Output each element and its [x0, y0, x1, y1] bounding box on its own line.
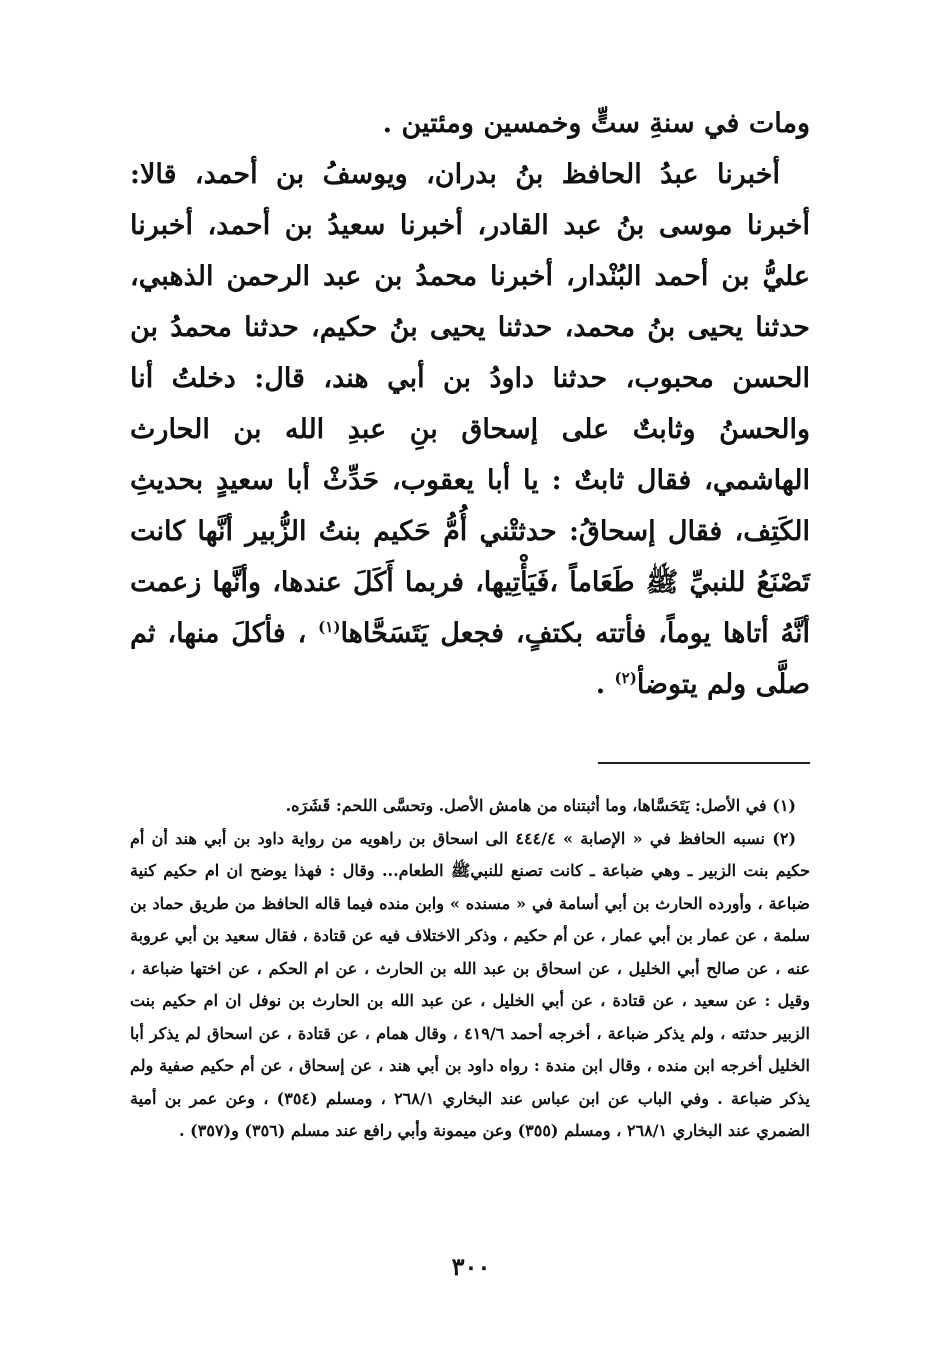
paragraph-2-body: أخبرنا عبدُ الحافظ بنُ بدران، ويوسفُ بن أحمد، قالا: أخبرنا موسى بنُ عبد القادر، أخبرنا سعيدُ بن أحمد، أخبرنا عليُّ بن أحمد البُنْدار، أخبرنا محمدُ بن عبد الرحمن الذهبي، حدثنا يحيى بنُ محمد، حدثنا يحيى بنُ حكيم، حدثنا محمدُ بن الحسن محبوب، حدثنا داودُ بن أبي هند، قال: دخلتُ أنا والحسنُ وثابتٌ على إسحاق بنِ عبدِ الله بن الحارث الهاشمي، فقال ثابتٌ : يا أبا يعقوب، حَدِّثْ أبا سعيدٍ بحديثِ الكَتِف، فقال إسحاقُ: حدثتْني أُمُّ حَكيم بنتُ الزُّبير أنَّها كانت تَصْنَعُ للنبيِّ ﷺ طَعَاماً ،فَيَأْتِيها، فربما أَكَلَ عندها، وأنَّها زعمت أنَّهُ أتاها يوماً، فأتته بكتفٍ، فجعل يَتَسَحَّاها — [130, 159, 810, 649]
page-number: ٣٠٠ — [451, 1252, 491, 1281]
footnote-2: (٢) نسبه الحافظ في « الإصابة » ٤٤٤/٤ الى اسحاق بن راهويه من رواية داود بن أبي هند أن أم حكيم بنت الزبير ـ وهي ضباعة ـ كانت تصنع للنبيﷺ الطعام... وقال : فهذا يوضح ان ام حكيم كنية ضباعة ، وأورده الحارث بن أبي أسامة في « مسنده » وابن منده فيما قاله الحافظ من طريق حماد بن سلمة ، عن عمار بن أبي عمار ، عن أم حكيم ، وذكر الاختلاف فيه عن قتادة ، فقال سعيد بن أبي عروبة عنه ، عن صالح أبي الخليل ، عن اسحاق بن عبد الله بن الحارث ، عن ام الحكم ، عن اختها ضباعة ، وقيل : عن سعيد ، عن قتادة ، عن أبي الخليل ، عن عبد الله بن الحارث بن نوفل ان ام حكيم بنت الزبير حدثته ، ولم يذكر ضباعة ، أخرجه أحمد ٤١٩/٦ ، وقال همام ، عن قتادة ، عن اسحاق لم يذكر أبا الخليل أخرجه ابن منده ، وقال ابن مندة : رواه داود بن أبي هند ، عن إسحاق ، عن أم حكيم صفية ولم يذكر ضباعة . وفي الباب عن ابن عباس عند البخاري ٢٦٨/١ ، ومسلم (٣٥٤) ، وعن عمر بن أمية الضمري عند البخاري ٢٦٨/١ ، ومسلم (٣٥٥) وعن ميمونة وأبي رافع عند مسلم (٣٥٦) و(٣٥٧) . — [130, 828, 811, 1140]
paragraph-2-tail: ، فأكلَ منها، ثم صلَّى ولم يتوضأ — [130, 618, 810, 700]
footnote-separator — [598, 762, 810, 764]
footnote-marker-1: (١) — [318, 618, 341, 636]
paragraph-2 — [130, 149, 810, 710]
footnote-marker-2: (٢) — [614, 669, 637, 687]
footnotes — [130, 790, 810, 1148]
footnote-1: (١) في الأصل: يَتَحَسَّاها، وما أثبتناه من هامش الأصل. وتحسَّى اللحم: قَشَرَه. — [285, 796, 796, 815]
paragraph-1: ومات في سنةِ ستٍّ وخمسين ومئتين . — [382, 108, 810, 139]
main-text — [130, 98, 810, 710]
paragraph-2-end: . — [595, 669, 615, 700]
